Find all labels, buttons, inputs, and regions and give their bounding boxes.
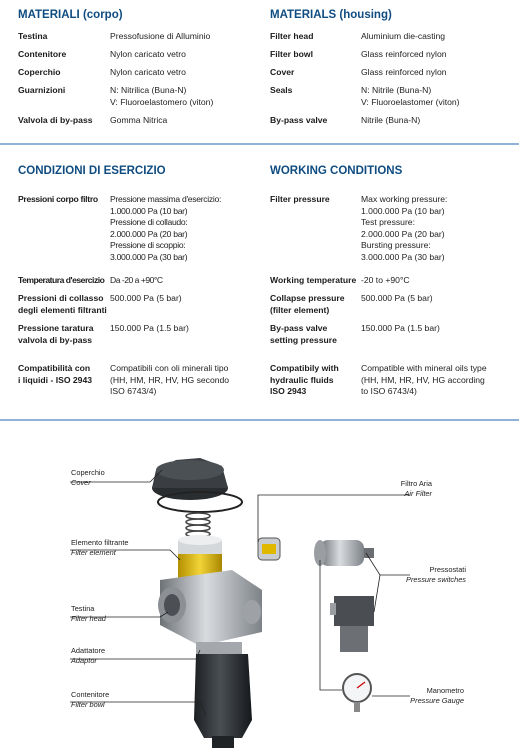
callout-en: Filter bowl: [71, 699, 105, 709]
callout-adaptor: [71, 646, 105, 665]
row-value: Nylon caricato vetro: [110, 49, 186, 59]
row-value: Compatible with mineral oils type (HH, HM, HR, HV, HG according to ISO 6743/4): [361, 363, 487, 396]
working-en-section: [270, 165, 510, 405]
row-value: N: Nitrilica (Buna-N) V: Fluoroelastomero (viton): [110, 85, 214, 107]
filter-head-part: [158, 570, 262, 646]
callout-pressure-gauge: [402, 686, 464, 705]
row-value: Glass reinforced nylon: [361, 67, 447, 77]
filter-bowl-part: [194, 654, 252, 748]
callout-it: Testina: [71, 604, 95, 613]
callout-it: Manometro: [426, 686, 464, 695]
row-label: Cover: [270, 67, 295, 77]
row-value: 150.000 Pa (1.5 bar): [361, 323, 440, 333]
row-label: Collapse pressure (filter element): [270, 293, 345, 315]
section-divider: [0, 143, 519, 145]
row-label: Contenitore: [18, 49, 67, 59]
pressure-switch-part: [314, 540, 374, 566]
row-label: Coperchio: [18, 67, 61, 77]
row-value: -20 to +90°C: [361, 275, 410, 285]
row-value: Nitrile (Buna-N): [361, 115, 421, 125]
row-value: Nylon caricato vetro: [110, 67, 186, 77]
callout-cover: [71, 468, 105, 487]
row-value: Glass reinforced nylon: [361, 49, 447, 59]
materials-it-section: [18, 9, 258, 134]
spring-part: [186, 513, 210, 537]
callout-en: Pressure Gauge: [410, 695, 464, 705]
cover-part: [152, 458, 242, 512]
pressure-switch-part: [330, 596, 374, 652]
callout-filter-head: [71, 604, 106, 623]
callout-en: Filter element: [71, 547, 116, 557]
row-value: 150.000 Pa (1.5 bar): [110, 323, 189, 333]
working-it-section: [18, 165, 258, 405]
row-label: Pressioni di collasso degli elementi filtranti: [18, 293, 107, 315]
adaptor-part: [196, 642, 242, 656]
row-label: Guarnizioni: [18, 85, 66, 95]
row-label: Compatibilità con i liquidi - ISO 2943: [18, 363, 93, 385]
row-label: Filter bowl: [270, 49, 313, 59]
working-en-title: WORKING CONDITIONS: [270, 165, 403, 177]
row-label: Filter head: [270, 31, 314, 41]
row-label: Filter pressure: [270, 194, 330, 204]
callout-en: Pressure switches: [406, 574, 466, 584]
row-label: By-pass valve: [270, 115, 328, 125]
callout-it: Elemento filtrante: [71, 538, 129, 547]
row-value: Max working pressure: 1.000.000 Pa (10 bar) Test pressure: 2.000.000 Pa (20 bar) Bursting pressure: 3.000.000 Pa (30 bar): [361, 194, 448, 262]
row-label: Working temperature: [270, 275, 357, 285]
callout-it: Filtro Aria: [400, 479, 432, 488]
materials-en-title: MATERIALS (housing): [270, 9, 392, 21]
row-label: Pressioni corpo filtro: [18, 194, 98, 204]
row-value: Aluminium die-casting: [361, 31, 446, 41]
callout-it: Pressostati: [429, 565, 466, 574]
row-label: Valvola di by-pass: [18, 115, 93, 125]
row-value: 500.000 Pa (5 bar): [361, 293, 433, 303]
callout-it: Contenitore: [71, 690, 110, 699]
callout-filter-element: [71, 538, 129, 557]
callout-en: Air Filter: [404, 488, 432, 498]
callout-en: Adaptor: [71, 655, 97, 665]
row-label: Pressione taratura valvola di by-pass: [18, 323, 94, 345]
working-it-title: CONDIZIONI DI ESERCIZIO: [18, 165, 166, 177]
row-label: Temperatura d'esercizio: [18, 275, 105, 285]
row-label: Compatibily with hydraulic fluids ISO 2943: [270, 363, 339, 396]
callout-filter-bowl: [71, 690, 109, 709]
row-value: N: Nitrile (Buna-N) V: Fluoroelastomer (viton): [361, 85, 460, 107]
callout-pressure-switches: [400, 565, 466, 584]
row-label: Testina: [18, 31, 48, 41]
row-label: Seals: [270, 85, 293, 95]
callout-it: Adattatore: [71, 646, 106, 655]
callout-en: Cover: [71, 477, 91, 487]
materials-it-title: MATERIALI (corpo): [18, 9, 123, 21]
callout-it: Coperchio: [71, 468, 105, 477]
callout-en: Filter head: [71, 613, 106, 623]
row-value: Da -20 a +90°C: [110, 275, 163, 285]
row-value: Pressione massima d'esercizio: 1.000.000 Pa (10 bar) Pressione di collaudo: 2.000.000 Pa (20 bar) Pressione di scoppio: 3.000.000 Pa (30 bar): [110, 194, 222, 262]
callout-air-filter: [372, 479, 432, 498]
row-value: Pressofusione di Alluminio: [110, 31, 211, 41]
row-value: Compatibili con oli minerali tipo (HH, HM, HR, HV, HG secondo ISO 6743/4): [110, 363, 230, 396]
air-filter-part: [258, 538, 280, 560]
materials-en-section: [270, 9, 510, 134]
row-label: By-pass valve setting pressure: [270, 323, 337, 345]
row-value: Gomma Nitrica: [110, 115, 168, 125]
pressure-gauge-part: [343, 674, 371, 712]
row-value: 500.000 Pa (5 bar): [110, 293, 182, 303]
